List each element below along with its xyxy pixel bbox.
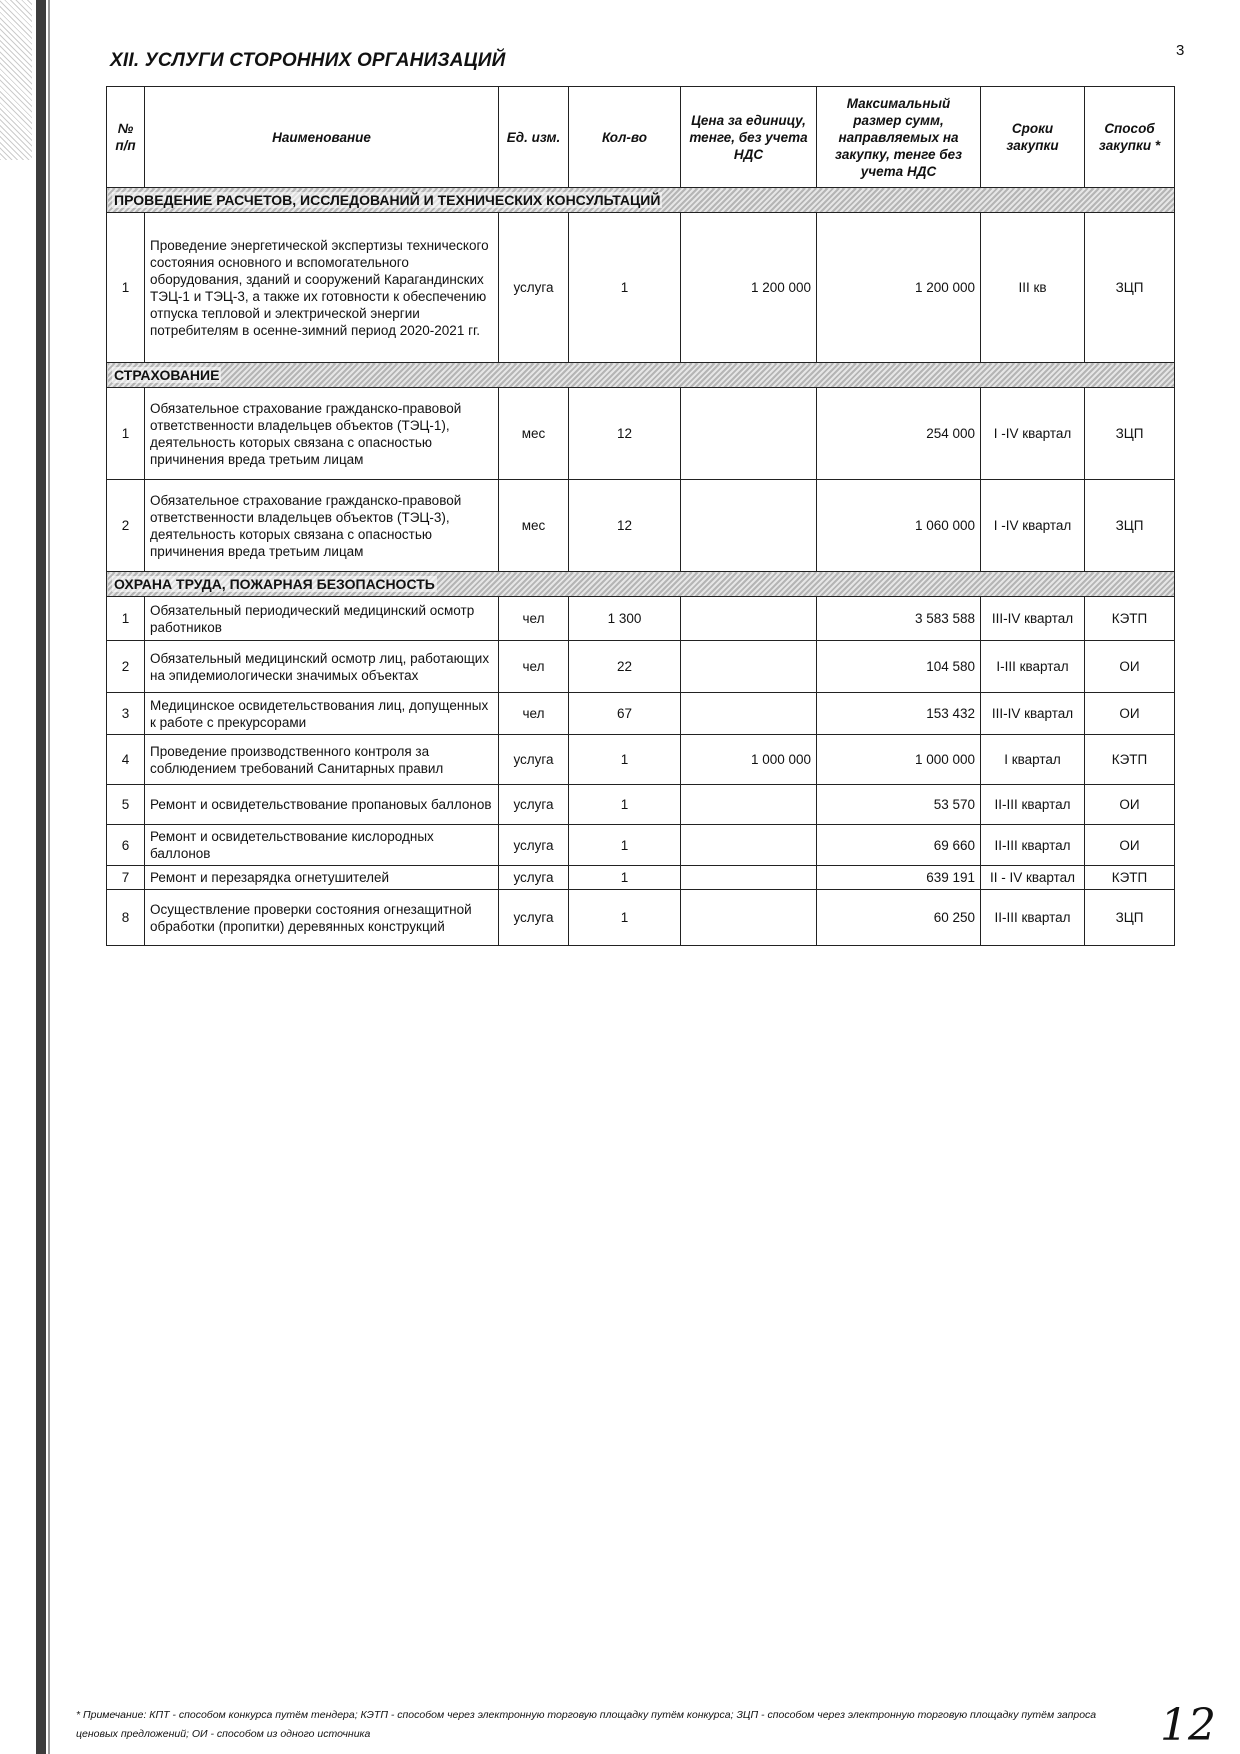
- scan-artifact: [0, 0, 32, 160]
- cell-num: 7: [107, 866, 145, 890]
- table-row: [107, 866, 1175, 890]
- table-row: [107, 785, 1175, 825]
- cell-unit: услуга: [499, 890, 569, 946]
- section-row: [107, 363, 1175, 388]
- cell-qty: 1: [569, 825, 681, 866]
- cell-max-sum: 3 583 588: [817, 597, 981, 641]
- table-row: [107, 693, 1175, 735]
- header-price: Цена за единицу, тенге, без учета НДС: [681, 87, 817, 188]
- cell-unit: услуга: [499, 785, 569, 825]
- cell-qty: 22: [569, 641, 681, 693]
- cell-price: [681, 785, 817, 825]
- cell-name: Ремонт и освидетельствование пропановых баллонов: [145, 785, 499, 825]
- cell-num: 6: [107, 825, 145, 866]
- cell-term: III-IV квартал: [981, 597, 1085, 641]
- cell-num: 3: [107, 693, 145, 735]
- cell-max-sum: 1 060 000: [817, 480, 981, 572]
- cell-price: [681, 866, 817, 890]
- cell-term: I-III квартал: [981, 641, 1085, 693]
- cell-name: Ремонт и освидетельствование кислородных баллонов: [145, 825, 499, 866]
- cell-qty: 1 300: [569, 597, 681, 641]
- cell-qty: 67: [569, 693, 681, 735]
- cell-name: Обязательное страхование гражданско-правовой ответственности владельцев объектов (ТЭЦ-1), деятельность которых связана с опасностью причинения вреда третьим лицам: [145, 388, 499, 480]
- cell-term: II - IV квартал: [981, 866, 1085, 890]
- cell-qty: 1: [569, 213, 681, 363]
- cell-max-sum: 69 660: [817, 825, 981, 866]
- header-qty: Кол-во: [569, 87, 681, 188]
- cell-qty: 1: [569, 866, 681, 890]
- cell-unit: мес: [499, 388, 569, 480]
- cell-price: [681, 597, 817, 641]
- cell-unit: чел: [499, 641, 569, 693]
- cell-unit: услуга: [499, 825, 569, 866]
- table-row: [107, 890, 1175, 946]
- cell-method: КЭТП: [1085, 597, 1175, 641]
- header-unit: Ед. изм.: [499, 87, 569, 188]
- cell-num: 2: [107, 641, 145, 693]
- section-row: [107, 572, 1175, 597]
- cell-method: ОИ: [1085, 641, 1175, 693]
- cell-qty: 12: [569, 388, 681, 480]
- cell-name: Проведение производственного контроля за соблюдением требований Санитарных правил: [145, 735, 499, 785]
- cell-max-sum: 53 570: [817, 785, 981, 825]
- cell-num: 1: [107, 388, 145, 480]
- table-row: [107, 641, 1175, 693]
- cell-max-sum: 104 580: [817, 641, 981, 693]
- scan-edge-line: [48, 0, 50, 1754]
- cell-method: ЗЦП: [1085, 480, 1175, 572]
- header-num: № п/п: [107, 87, 145, 188]
- cell-price: 1 200 000: [681, 213, 817, 363]
- header-row: [107, 87, 1175, 188]
- cell-term: III кв: [981, 213, 1085, 363]
- cell-method: ОИ: [1085, 785, 1175, 825]
- cell-term: I квартал: [981, 735, 1085, 785]
- cell-term: I -IV квартал: [981, 480, 1085, 572]
- cell-price: [681, 825, 817, 866]
- cell-num: 5: [107, 785, 145, 825]
- header-max-sum: Максимальный размер сумм, направляемых на закупку, тенге без учета НДС: [817, 87, 981, 188]
- table-row: [107, 213, 1175, 363]
- cell-qty: 1: [569, 785, 681, 825]
- cell-method: ЗЦП: [1085, 213, 1175, 363]
- cell-max-sum: 1 000 000: [817, 735, 981, 785]
- scan-edge-shadow: [36, 0, 46, 1754]
- header-method: Способ закупки *: [1085, 87, 1175, 188]
- header-name: Наименование: [145, 87, 499, 188]
- cell-num: 4: [107, 735, 145, 785]
- cell-num: 1: [107, 213, 145, 363]
- cell-name: Обязательный периодический медицинский осмотр работников: [145, 597, 499, 641]
- cell-max-sum: 254 000: [817, 388, 981, 480]
- cell-method: ЗЦП: [1085, 890, 1175, 946]
- cell-price: 1 000 000: [681, 735, 817, 785]
- cell-price: [681, 480, 817, 572]
- cell-num: 2: [107, 480, 145, 572]
- cell-unit: услуга: [499, 735, 569, 785]
- cell-method: ОИ: [1085, 693, 1175, 735]
- cell-price: [681, 890, 817, 946]
- section-row: [107, 188, 1175, 213]
- cell-term: I -IV квартал: [981, 388, 1085, 480]
- cell-unit: услуга: [499, 866, 569, 890]
- table-row: [107, 388, 1175, 480]
- page-title: XII. УСЛУГИ СТОРОННИХ ОРГАНИЗАЦИЙ: [110, 50, 506, 71]
- cell-term: II-III квартал: [981, 890, 1085, 946]
- section-title: ПРОВЕДЕНИЕ РАСЧЕТОВ, ИССЛЕДОВАНИЙ И ТЕХНИЧЕСКИХ КОНСУЛЬТАЦИЙ: [114, 192, 661, 208]
- cell-name: Проведение энергетической экспертизы технического состояния основного и вспомогательного оборудования, зданий и сооружений Карагандинских ТЭЦ-1 и ТЭЦ-3, а также их готовности к обеспечению отпуска тепловой и электрической энергии потребителям в осенне-зимний период 2020-2021 гг.: [145, 213, 499, 363]
- services-table: [106, 86, 1175, 946]
- cell-qty: 12: [569, 480, 681, 572]
- cell-max-sum: 153 432: [817, 693, 981, 735]
- table-row: [107, 825, 1175, 866]
- section-title: ОХРАНА ТРУДА, ПОЖАРНАЯ БЕЗОПАСНОСТЬ: [114, 576, 435, 592]
- table-row: [107, 480, 1175, 572]
- section-title: СТРАХОВАНИЕ: [114, 367, 220, 383]
- cell-max-sum: 60 250: [817, 890, 981, 946]
- cell-name: Медицинское освидетельствования лиц, допущенных к работе с прекурсорами: [145, 693, 499, 735]
- cell-term: II-III квартал: [981, 825, 1085, 866]
- cell-price: [681, 388, 817, 480]
- cell-name: Обязательное страхование гражданско-правовой ответственности владельцев объектов (ТЭЦ-3), деятельность которых связана с опасностью причинения вреда третьим лицам: [145, 480, 499, 572]
- handwritten-page-number: 12: [1160, 1700, 1216, 1751]
- cell-method: КЭТП: [1085, 735, 1175, 785]
- cell-unit: чел: [499, 693, 569, 735]
- page-number: 3: [1176, 42, 1185, 59]
- cell-num: 1: [107, 597, 145, 641]
- cell-unit: чел: [499, 597, 569, 641]
- cell-max-sum: 639 191: [817, 866, 981, 890]
- cell-unit: мес: [499, 480, 569, 572]
- cell-name: Обязательный медицинский осмотр лиц, работающих на эпидемиологически значимых объектах: [145, 641, 499, 693]
- table-row: [107, 597, 1175, 641]
- cell-price: [681, 693, 817, 735]
- cell-term: III-IV квартал: [981, 693, 1085, 735]
- cell-price: [681, 641, 817, 693]
- cell-name: Ремонт и перезарядка огнетушителей: [145, 866, 499, 890]
- cell-qty: 1: [569, 735, 681, 785]
- cell-max-sum: 1 200 000: [817, 213, 981, 363]
- cell-method: ЗЦП: [1085, 388, 1175, 480]
- cell-qty: 1: [569, 890, 681, 946]
- table-row: [107, 735, 1175, 785]
- cell-num: 8: [107, 890, 145, 946]
- cell-name: Осуществление проверки состояния огнезащитной обработки (пропитки) деревянных конструкций: [145, 890, 499, 946]
- cell-unit: услуга: [499, 213, 569, 363]
- header-term: Сроки закупки: [981, 87, 1085, 188]
- cell-method: КЭТП: [1085, 866, 1175, 890]
- table-body: [107, 188, 1175, 946]
- footnote: * Примечание: КПТ - способом конкурса путём тендера; КЭТП - способом через электронную торговую площадку путём конкурса; ЗЦП - способом через электронную торговую площадку путём запроса ценовых предложений; ОИ - способом из одного источника: [76, 1709, 1097, 1740]
- cell-term: II-III квартал: [981, 785, 1085, 825]
- cell-method: ОИ: [1085, 825, 1175, 866]
